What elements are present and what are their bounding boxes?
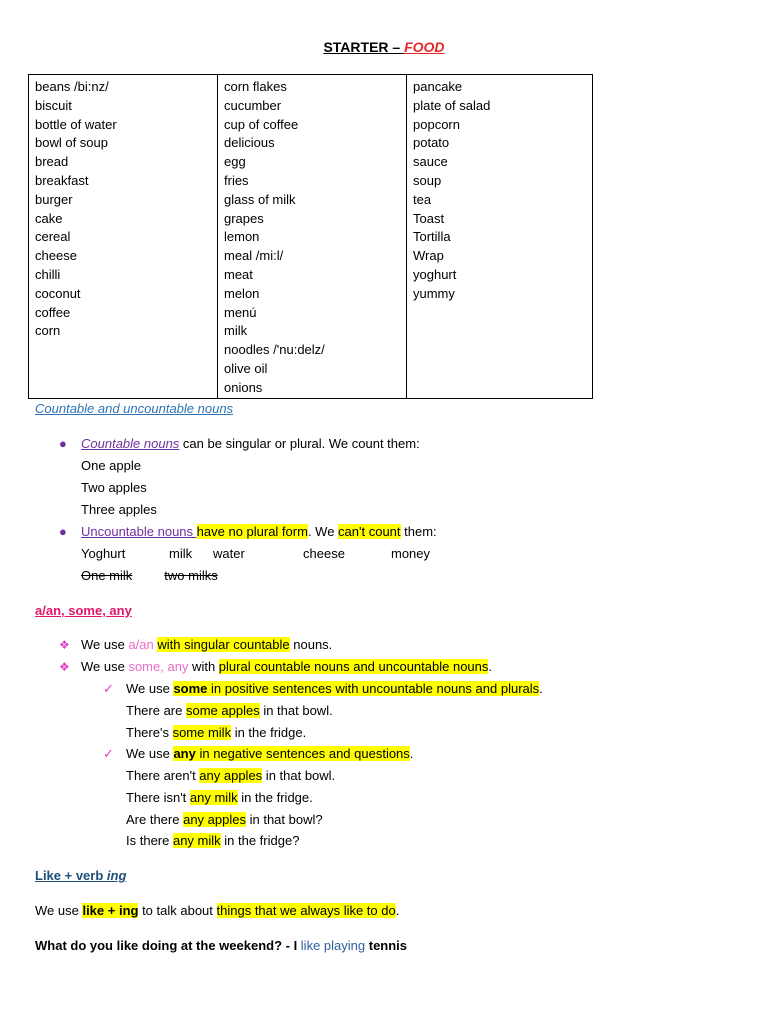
vocab-word: meat bbox=[224, 266, 253, 282]
example-line bbox=[126, 703, 333, 718]
diamond-bullet-icon: ❖ bbox=[59, 638, 70, 652]
text: like playing bbox=[300, 938, 366, 953]
like-rule bbox=[35, 903, 399, 918]
rule-line bbox=[126, 681, 543, 696]
vocab-word: cake bbox=[35, 210, 63, 226]
text: with bbox=[188, 659, 219, 674]
text: in that bowl. bbox=[262, 768, 336, 783]
vocab-word: milk bbox=[224, 323, 248, 339]
text: them: bbox=[400, 524, 437, 539]
vocab-word: breakfast bbox=[35, 172, 89, 188]
text: Like + verb bbox=[35, 868, 107, 883]
vocab-word: plate of salad bbox=[413, 97, 491, 113]
uncountable-rule bbox=[81, 524, 437, 539]
example-line bbox=[126, 725, 306, 740]
text: in the fridge? bbox=[220, 833, 300, 848]
text: We use bbox=[126, 681, 174, 696]
vocab-word: biscuit bbox=[35, 97, 72, 113]
highlight: some apples bbox=[185, 703, 260, 718]
text: two milks bbox=[164, 568, 218, 583]
countable-term: Countable nouns bbox=[81, 436, 180, 451]
text: One milk bbox=[81, 568, 133, 583]
vocab-word: egg bbox=[224, 154, 246, 170]
strikethrough-example bbox=[81, 568, 229, 583]
vocab-word: delicious bbox=[224, 135, 275, 151]
vocab-word: coffee bbox=[35, 304, 71, 320]
text: . bbox=[409, 746, 414, 761]
vocab-word: cup of coffee bbox=[224, 116, 299, 132]
text: any bbox=[173, 746, 196, 761]
vocab-column-1 bbox=[29, 75, 218, 399]
vocab-word: Toast bbox=[413, 210, 445, 226]
text: We use bbox=[81, 637, 129, 652]
highlight: any apples bbox=[183, 812, 246, 827]
vocab-word: Tortilla bbox=[413, 229, 451, 245]
text: We use bbox=[126, 746, 174, 761]
vocab-word: beans /bi:nz/ bbox=[35, 79, 109, 94]
uncountable-word: cheese bbox=[303, 546, 345, 561]
vocab-word: glass of milk bbox=[224, 191, 296, 207]
check-icon: ✓ bbox=[103, 746, 114, 761]
vocab-word: olive oil bbox=[224, 360, 268, 376]
check-icon: ✓ bbox=[103, 681, 114, 696]
title-food: FOOD bbox=[404, 39, 445, 55]
text: in the fridge. bbox=[237, 790, 313, 805]
highlight: with singular countable bbox=[157, 637, 290, 652]
vocab-word: popcorn bbox=[413, 116, 460, 132]
vocab-word: noodles /'nu:delz/ bbox=[224, 342, 325, 358]
vocab-word: cheese bbox=[35, 248, 77, 264]
countable-rule-text: can be singular or plural. We count them: bbox=[179, 436, 420, 451]
vocab-word: bottle of water bbox=[35, 116, 117, 132]
rule-line bbox=[81, 659, 492, 674]
highlight: any milk bbox=[189, 790, 238, 805]
vocab-word: meal /mi:l/ bbox=[224, 248, 284, 264]
vocab-word: menú bbox=[224, 304, 257, 320]
some-any-heading: a/an, some, any bbox=[35, 603, 132, 618]
text: a/an bbox=[128, 637, 154, 652]
bullet-dot: ● bbox=[59, 524, 67, 539]
example-line bbox=[126, 790, 313, 805]
vocab-word: pancake bbox=[413, 79, 463, 94]
vocab-word: soup bbox=[413, 172, 442, 188]
text: There are bbox=[126, 703, 186, 718]
highlight: have no plural form bbox=[196, 524, 308, 539]
text: We use bbox=[81, 659, 129, 674]
text: . bbox=[539, 681, 543, 696]
vocab-word: melon bbox=[224, 285, 260, 301]
vocab-column-2 bbox=[218, 75, 407, 399]
example-line: One apple bbox=[81, 458, 141, 473]
vocabulary-table bbox=[28, 74, 593, 399]
vocab-word: corn flakes bbox=[224, 79, 287, 94]
text: . bbox=[395, 903, 400, 918]
rule-line bbox=[81, 637, 332, 652]
example-line bbox=[126, 833, 299, 848]
uncountable-term: Uncountable nouns bbox=[81, 524, 197, 539]
vocab-word: burger bbox=[35, 191, 73, 207]
like-heading bbox=[35, 868, 126, 883]
text: to talk about bbox=[138, 903, 217, 918]
vocab-word: coconut bbox=[35, 285, 81, 301]
highlight: any apples bbox=[199, 768, 263, 783]
vocab-word: onions bbox=[224, 379, 263, 395]
vocab-word: tea bbox=[413, 191, 432, 207]
vocab-word: bread bbox=[35, 154, 69, 170]
vocab-word: corn bbox=[35, 323, 61, 339]
bullet-dot: ● bbox=[59, 436, 67, 451]
text: There's bbox=[126, 725, 173, 740]
vocab-word: cereal bbox=[35, 229, 71, 245]
text: There isn't bbox=[126, 790, 190, 805]
text: We use bbox=[35, 903, 83, 918]
example-line: Two apples bbox=[81, 480, 147, 495]
rule-line bbox=[126, 746, 413, 761]
text: in negative sentences and questions bbox=[195, 746, 410, 761]
text: in that bowl? bbox=[245, 812, 323, 827]
diamond-bullet-icon: ❖ bbox=[59, 660, 70, 674]
text: . We bbox=[307, 524, 339, 539]
uncountable-word: money bbox=[391, 546, 431, 561]
text: . bbox=[488, 659, 493, 674]
vocab-word: yummy bbox=[413, 285, 455, 301]
text: in that bowl. bbox=[259, 703, 333, 718]
example-line bbox=[126, 768, 335, 783]
vocab-word: yoghurt bbox=[413, 266, 457, 282]
text: What do you like doing at the weekend? - I bbox=[35, 938, 301, 953]
highlight: plural countable nouns and uncountable nouns bbox=[218, 659, 489, 674]
page-title bbox=[0, 39, 768, 55]
text: tennis bbox=[365, 938, 408, 953]
example-line: Three apples bbox=[81, 502, 157, 517]
uncountable-word: milk bbox=[169, 546, 193, 561]
vocab-word: bowl of soup bbox=[35, 135, 108, 151]
countable-heading: Countable and uncountable nouns bbox=[35, 401, 234, 416]
highlight: things that we always like to do bbox=[216, 903, 396, 918]
highlight: any milk bbox=[172, 833, 221, 848]
vocab-word: grapes bbox=[224, 210, 264, 226]
text: Are there bbox=[126, 812, 184, 827]
text: nouns. bbox=[289, 637, 333, 652]
vocab-word: potato bbox=[413, 135, 450, 151]
text: some, any bbox=[128, 659, 189, 674]
vocab-word: cucumber bbox=[224, 97, 282, 113]
vocab-word: Wrap bbox=[413, 248, 444, 264]
text: in positive sentences with uncountable nouns and plurals bbox=[207, 681, 540, 696]
title-starter: STARTER – bbox=[323, 39, 405, 55]
countable-rule bbox=[81, 436, 420, 451]
highlight: some milk bbox=[172, 725, 232, 740]
vocab-word: fries bbox=[224, 172, 249, 188]
vocab-column-3 bbox=[407, 75, 593, 399]
text: some bbox=[173, 681, 208, 696]
text: like + ing bbox=[82, 903, 139, 918]
like-question bbox=[35, 938, 407, 953]
uncountable-word: water bbox=[213, 546, 245, 561]
uncountable-word: Yoghurt bbox=[81, 546, 126, 561]
text: Is there bbox=[126, 833, 173, 848]
text: ing bbox=[106, 868, 127, 883]
vocab-word: sauce bbox=[413, 154, 448, 170]
example-line bbox=[126, 812, 323, 827]
highlight: can't count bbox=[338, 524, 401, 539]
vocab-word: lemon bbox=[224, 229, 260, 245]
vocab-word: chilli bbox=[35, 266, 61, 282]
text: There aren't bbox=[126, 768, 200, 783]
text: in the fridge. bbox=[231, 725, 307, 740]
